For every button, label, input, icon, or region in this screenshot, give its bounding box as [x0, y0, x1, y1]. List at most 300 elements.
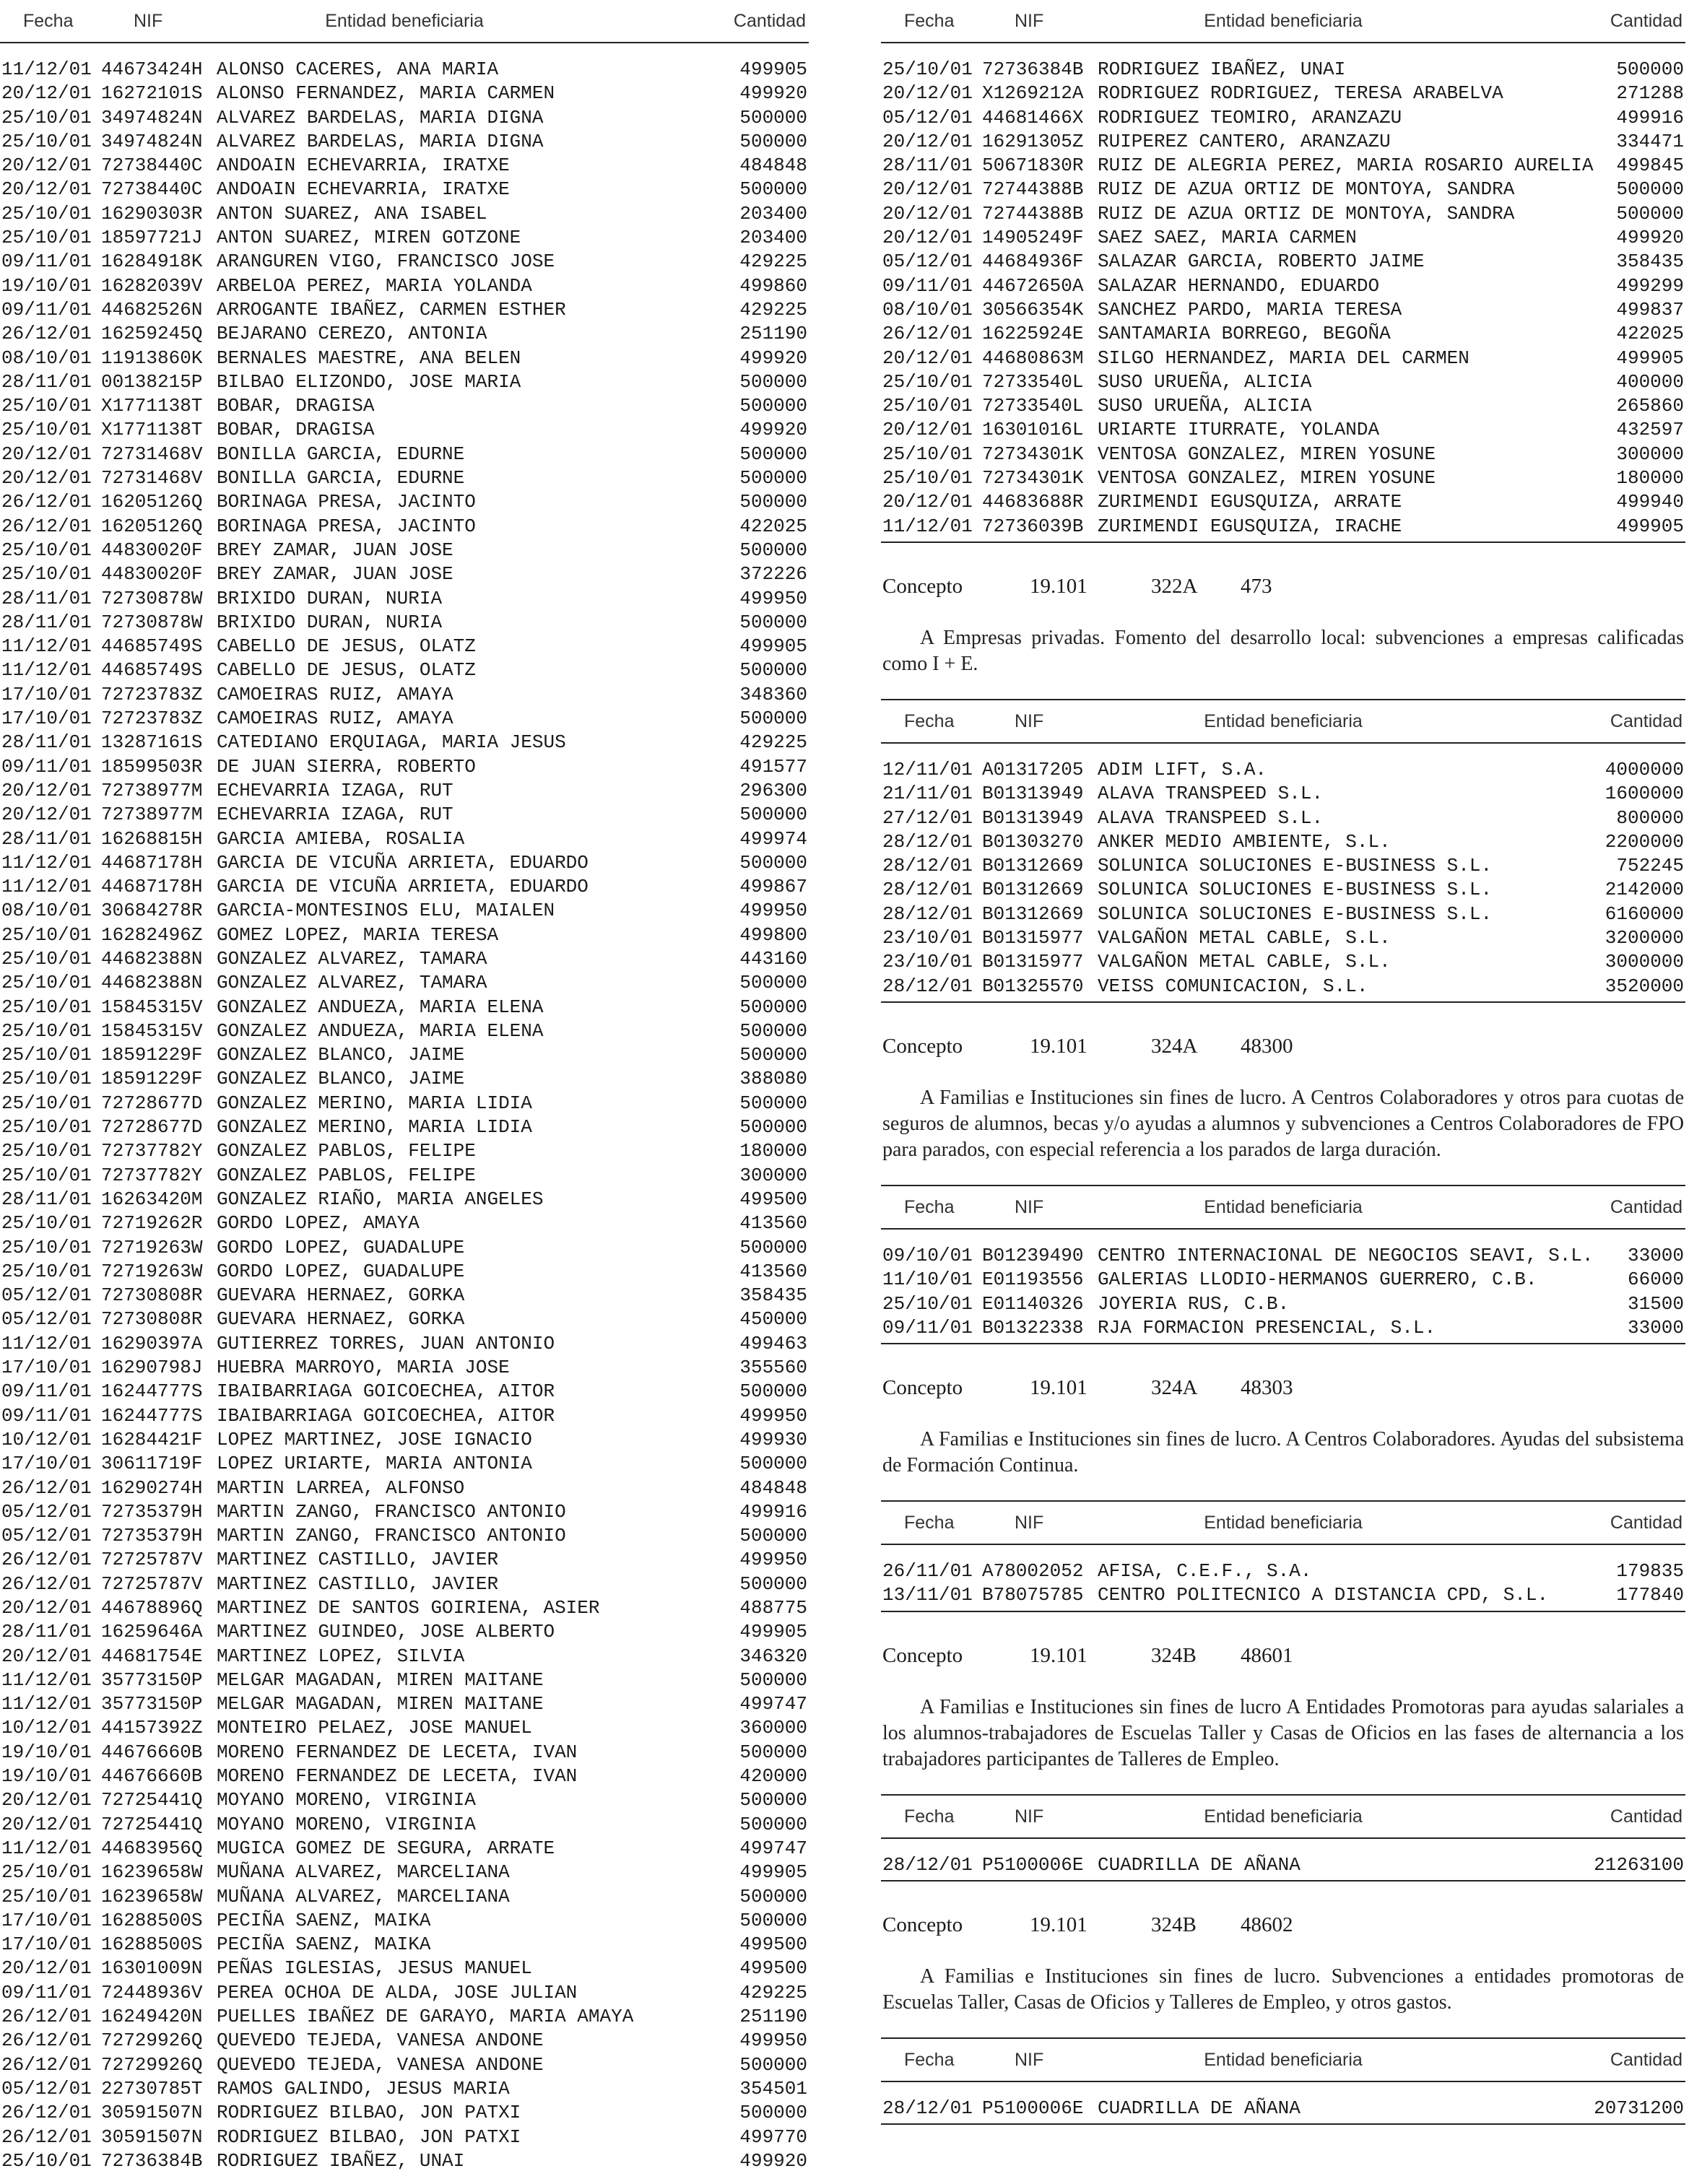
row-nif: 16239658W [101, 1861, 203, 1884]
row-nif: 44680863M [982, 347, 1084, 369]
row-cantidad: 500000 [739, 659, 807, 682]
row-entidad: VENTOSA GONZALEZ, MIREN YOSUNE [1098, 467, 1436, 490]
row-entidad: ZURIMENDI EGUSQUIZA, ARRATE [1098, 491, 1402, 513]
row-nif: 44678896Q [101, 1597, 203, 1619]
row-fecha: 05/12/01 [1, 1525, 92, 1547]
row-cantidad: 499916 [739, 1500, 807, 1523]
row-cantidad: 21263100 [1594, 1853, 1684, 1876]
header-cantidad: Cantidad [1610, 2049, 1683, 2070]
header-nif: NIF [1015, 1196, 1044, 1217]
row-nif: 72719263W [101, 1236, 203, 1258]
table-row [0, 996, 809, 1019]
row-entidad: CUADRILLA DE AÑANA [1098, 2097, 1301, 2119]
concepto-program: 324A [1151, 1376, 1198, 1400]
concepto-line [881, 1644, 1685, 1670]
row-nif: 18591229F [101, 1068, 203, 1090]
table-row [0, 1813, 809, 1837]
row-entidad: SAEZ SAEZ, MARIA CARMEN [1098, 227, 1357, 249]
row-fecha: 11/12/01 [1, 635, 92, 658]
row-nif: B01312669 [982, 855, 1084, 877]
row-entidad: CAMOEIRAS RUIZ, AMAYA [217, 683, 453, 705]
row-fecha: 25/10/01 [1, 1092, 92, 1114]
row-entidad: SOLUNICA SOLUCIONES E-BUSINESS S.L. [1098, 855, 1493, 877]
row-nif: 16259245Q [101, 323, 203, 345]
row-nif: 16290798J [101, 1357, 203, 1379]
row-cantidad: 450000 [739, 1308, 807, 1331]
row-entidad: SUSO URUEÑA, ALICIA [1098, 370, 1312, 393]
table-row [881, 1268, 1685, 1292]
row-cantidad: 180000 [1616, 467, 1684, 490]
row-entidad: GARCIA-MONTESINOS ELU, MAIALEN [217, 900, 555, 922]
row-entidad: ALAVA TRANSPEED S.L. [1098, 806, 1324, 829]
row-entidad: PEÑAS IGLESIAS, JESUS MANUEL [217, 1957, 532, 1980]
row-cantidad: 500000 [739, 1380, 807, 1403]
row-cantidad: 499905 [739, 635, 807, 658]
row-nif: 35773150P [101, 1669, 203, 1691]
row-nif: 44681754E [101, 1645, 203, 1667]
table-row [881, 1316, 1685, 1340]
row-entidad: ALONSO FERNANDEZ, MARIA CARMEN [217, 82, 555, 105]
row-nif: 72729926Q [101, 2029, 203, 2052]
row-entidad: MARTIN LARREA, ALFONSO [217, 1476, 465, 1499]
table-row [881, 975, 1685, 999]
row-entidad: GONZALEZ MERINO, MARIA LIDIA [217, 1116, 532, 1139]
row-entidad: RODRIGUEZ BILBAO, JON PATXI [217, 2126, 521, 2148]
row-fecha: 26/12/01 [1, 2029, 92, 2052]
table-row [881, 322, 1685, 346]
header-cantidad: Cantidad [1610, 710, 1683, 731]
row-nif: X1771138T [101, 419, 203, 441]
row-cantidad: 499974 [739, 827, 807, 850]
row-nif: 44673424H [101, 58, 203, 80]
row-nif: 72723783Z [101, 683, 203, 705]
table-row [0, 1788, 809, 1812]
table-row [0, 466, 809, 490]
row-entidad: QUEVEDO TEJEDA, VANESA ANDONE [217, 2029, 544, 2052]
row-cantidad: 499920 [1616, 227, 1684, 249]
table-row [0, 394, 809, 418]
table-row [881, 130, 1685, 154]
row-nif: 44683956Q [101, 1837, 203, 1859]
row-cantidad: 251190 [739, 2006, 807, 2028]
concepto-description: A Familias e Instituciones sin fines de lucro. A Centros Colaboradores. Ayudas del subsistema de Formación Continua. [882, 1428, 1684, 1477]
row-fecha: 08/10/01 [882, 298, 973, 321]
row-entidad: CATEDIANO ERQUIAGA, MARIA JESUS [217, 731, 566, 754]
row-nif: 16282039V [101, 274, 203, 297]
row-fecha: 25/10/01 [1, 419, 92, 441]
table-row [0, 947, 809, 971]
table-header [881, 1500, 1685, 1545]
header-fecha: Fecha [904, 11, 955, 31]
header-nif: NIF [134, 11, 163, 31]
row-fecha: 20/12/01 [882, 202, 973, 225]
row-entidad: GORDO LOPEZ, GUADALUPE [217, 1260, 465, 1282]
row-entidad: PUELLES IBAÑEZ DE GARAYO, MARIA AMAYA [217, 2006, 634, 2028]
row-cantidad: 499920 [739, 2149, 807, 2172]
row-cantidad: 500000 [739, 539, 807, 561]
row-fecha: 17/10/01 [1, 1909, 92, 1931]
row-fecha: 27/12/01 [882, 806, 973, 829]
table-row [881, 466, 1685, 490]
table-row [0, 1452, 809, 1476]
row-nif: 72729926Q [101, 2053, 203, 2076]
table-row [881, 274, 1685, 298]
row-entidad: MOYANO MORENO, VIRGINIA [217, 1789, 476, 1811]
row-entidad: ALAVA TRANSPEED S.L. [1098, 783, 1324, 805]
row-entidad: GUEVARA HERNAEZ, GORKA [217, 1284, 465, 1307]
table-row [0, 1957, 809, 1980]
table-row [0, 1837, 809, 1861]
row-fecha: 28/12/01 [882, 1853, 973, 1876]
row-cantidad: 500000 [739, 611, 807, 633]
row-nif: 16290303R [101, 202, 203, 225]
row-fecha: 17/10/01 [1, 1453, 92, 1475]
table-row [0, 154, 809, 178]
row-fecha: 25/10/01 [1, 1212, 92, 1235]
row-cantidad: 500000 [739, 106, 807, 129]
row-entidad: SANCHEZ PARDO, MARIA TERESA [1098, 298, 1402, 321]
row-entidad: BRIXIDO DURAN, NURIA [217, 587, 443, 609]
row-cantidad: 499800 [739, 923, 807, 946]
table-row [0, 635, 809, 658]
row-cantidad: 413560 [739, 1212, 807, 1235]
row-entidad: BRIXIDO DURAN, NURIA [217, 611, 443, 633]
row-nif: 16263420M [101, 1188, 203, 1210]
row-fecha: 25/10/01 [1, 1140, 92, 1162]
row-fecha: 25/10/01 [1, 2149, 92, 2172]
table-row [881, 58, 1685, 82]
row-nif: E01193556 [982, 1269, 1084, 1291]
row-fecha: 25/10/01 [1, 1044, 92, 1066]
row-nif: 44830020F [101, 539, 203, 561]
row-entidad: BORINAGA PRESA, JACINTO [217, 515, 476, 537]
row-entidad: VEISS COMUNICACION, S.L. [1098, 975, 1368, 997]
row-entidad: BOBAR, DRAGISA [217, 419, 375, 441]
table-row [0, 1885, 809, 1909]
row-nif: 16268815H [101, 827, 203, 850]
row-fecha: 20/12/01 [882, 227, 973, 249]
table-row [881, 854, 1685, 878]
concepto-description: A Empresas privadas. Fomento del desarrollo local: subvenciones a empresas calificadas como I + E. [882, 626, 1684, 675]
row-cantidad: 499867 [739, 876, 807, 898]
row-cantidad: 203400 [739, 227, 807, 249]
row-cantidad: 499940 [1616, 491, 1684, 513]
row-fecha: 20/12/01 [882, 347, 973, 369]
table-row [881, 106, 1685, 130]
row-cantidad: 1600000 [1605, 783, 1684, 805]
row-cantidad: 499837 [1616, 298, 1684, 321]
row-cantidad: 372226 [739, 563, 807, 586]
row-cantidad: 500000 [739, 467, 807, 490]
row-nif: 72736384B [101, 2149, 203, 2172]
row-nif: 30566354K [982, 298, 1084, 321]
table-row [0, 1139, 809, 1163]
row-entidad: LOPEZ URIARTE, MARIA ANTONIA [217, 1453, 532, 1475]
table-row [881, 298, 1685, 322]
row-cantidad: 300000 [739, 1164, 807, 1186]
row-fecha: 25/10/01 [1, 1260, 92, 1282]
row-nif: P5100006E [982, 2097, 1084, 2119]
row-fecha: 11/10/01 [882, 1269, 973, 1291]
header-nif: NIF [1015, 1806, 1044, 1827]
row-fecha: 25/10/01 [1, 202, 92, 225]
row-cantidad: 800000 [1616, 806, 1684, 829]
row-nif: 35773150P [101, 1693, 203, 1715]
table-row [881, 1292, 1685, 1316]
row-fecha: 23/10/01 [882, 927, 973, 949]
row-nif: 44683688R [982, 491, 1084, 513]
section-table-body [881, 744, 1685, 1003]
table-row [881, 806, 1685, 830]
row-entidad: CABELLO DE JESUS, OLATZ [217, 659, 476, 682]
table-row [0, 1596, 809, 1620]
row-entidad: VALGAÑON METAL CABLE, S.L. [1098, 951, 1391, 973]
table-row [0, 1669, 809, 1692]
row-cantidad: 500000 [739, 1525, 807, 1547]
row-nif: 72733540L [982, 370, 1084, 393]
row-fecha: 11/12/01 [1, 1332, 92, 1354]
row-nif: 72730808R [101, 1284, 203, 1307]
row-fecha: 25/10/01 [882, 467, 973, 490]
row-cantidad: 484848 [739, 155, 807, 177]
header-nif: NIF [1015, 11, 1044, 31]
row-cantidad: 500000 [739, 1909, 807, 1931]
row-cantidad: 429225 [739, 731, 807, 754]
row-entidad: GONZALEZ PABLOS, FELIPE [217, 1140, 476, 1162]
row-cantidad: 499747 [739, 1693, 807, 1715]
header-entidad: Entidad beneficiaria [325, 11, 484, 31]
section-table-body [881, 2082, 1685, 2125]
row-fecha: 10/12/01 [1, 1717, 92, 1739]
row-fecha: 26/12/01 [1, 2006, 92, 2028]
table-row [881, 1853, 1685, 1877]
row-fecha: 13/11/01 [882, 1584, 973, 1606]
row-fecha: 09/10/01 [882, 1244, 973, 1266]
row-fecha: 25/10/01 [1, 130, 92, 152]
row-nif: 72735379H [101, 1525, 203, 1547]
table-row [0, 971, 809, 995]
concepto-code: 19.101 [1030, 1034, 1087, 1058]
row-fecha: 20/12/01 [1, 779, 92, 801]
section-table-body [881, 1839, 1685, 1881]
row-nif: 72725787V [101, 1572, 203, 1595]
row-cantidad: 300000 [1616, 443, 1684, 465]
table-row [0, 1645, 809, 1669]
row-fecha: 19/10/01 [1, 1765, 92, 1788]
row-entidad: CENTRO INTERNACIONAL DE NEGOCIOS SEAVI, S.L. [1098, 1244, 1594, 1266]
row-cantidad: 499950 [739, 1404, 807, 1427]
row-cantidad: 388080 [739, 1068, 807, 1090]
table-row [881, 782, 1685, 806]
row-fecha: 17/10/01 [1, 683, 92, 705]
row-entidad: LOPEZ MARTINEZ, JOSE IGNACIO [217, 1428, 532, 1450]
row-fecha: 20/12/01 [882, 178, 973, 201]
row-nif: 16301016L [982, 419, 1084, 441]
row-entidad: GALERIAS LLODIO-HERMANOS GUERRERO, C.B. [1098, 1269, 1537, 1291]
row-entidad: MUÑANA ALVAREZ, MARCELIANA [217, 1861, 510, 1884]
table-row [0, 370, 809, 394]
table-row [0, 1692, 809, 1716]
table-row [0, 490, 809, 514]
row-nif: 72728677D [101, 1092, 203, 1114]
section-table-body [881, 1230, 1685, 1344]
row-entidad: CABELLO DE JESUS, OLATZ [217, 635, 476, 658]
row-entidad: ZURIMENDI EGUSQUIZA, IRACHE [1098, 515, 1402, 537]
header-entidad: Entidad beneficiaria [1204, 1196, 1363, 1217]
right-table-body [881, 43, 1685, 543]
row-cantidad: 500000 [739, 1116, 807, 1139]
row-cantidad: 500000 [739, 130, 807, 152]
table-row [0, 2005, 809, 2029]
concepto-label: Concepto [882, 1034, 963, 1058]
row-cantidad: 491577 [739, 755, 807, 778]
table-row [0, 1765, 809, 1788]
row-nif: 44681466X [982, 106, 1084, 129]
concepto-article: 48303 [1241, 1376, 1293, 1400]
table-row [0, 899, 809, 923]
row-entidad: GONZALEZ ALVAREZ, TAMARA [217, 947, 487, 970]
row-cantidad: 500000 [739, 1453, 807, 1475]
row-fecha: 25/10/01 [1, 1068, 92, 1090]
row-entidad: IBAIBARRIAGA GOICOECHEA, AITOR [217, 1404, 555, 1427]
row-fecha: 28/11/01 [1, 611, 92, 633]
header-entidad: Entidad beneficiaria [1204, 710, 1363, 731]
row-nif: 72734301K [982, 443, 1084, 465]
concepto-article: 48602 [1241, 1913, 1293, 1936]
concepto-description: A Familias e Instituciones sin fines de lucro A Entidades Promotoras para ayudas salariales a los alumnos-trabajadores de Escuelas Taller y Casas de Oficios en las fases de alternancia a los trabajadores participantes de Talleres de Empleo. [882, 1695, 1684, 1770]
row-nif: 11913860K [101, 347, 203, 369]
row-nif: 34974824N [101, 130, 203, 152]
row-nif: 72719263W [101, 1260, 203, 1282]
row-entidad: ARROGANTE IBAÑEZ, CARMEN ESTHER [217, 298, 566, 321]
row-cantidad: 500000 [739, 395, 807, 417]
row-fecha: 05/12/01 [1, 1500, 92, 1523]
row-entidad: BONILLA GARCIA, EDURNE [217, 467, 465, 490]
concepto-code: 19.101 [1030, 1643, 1087, 1667]
row-fecha: 20/12/01 [1, 155, 92, 177]
table-row [0, 58, 809, 82]
row-nif: B01315977 [982, 927, 1084, 949]
row-cantidad: 4000000 [1605, 758, 1684, 780]
row-cantidad: 499500 [739, 1933, 807, 1956]
table-row [0, 202, 809, 226]
row-entidad: GONZALEZ ANDUEZA, MARIA ELENA [217, 1019, 544, 1042]
header-nif: NIF [1015, 710, 1044, 731]
row-entidad: MOYANO MORENO, VIRGINIA [217, 1813, 476, 1835]
concepto-code: 19.101 [1030, 1913, 1087, 1936]
table-row [0, 2126, 809, 2149]
table-row [881, 490, 1685, 514]
row-nif: 16259646A [101, 1621, 203, 1643]
table-row [0, 1067, 809, 1091]
row-nif: B01313949 [982, 783, 1084, 805]
row-nif: 15845315V [101, 996, 203, 1018]
table-row [0, 82, 809, 105]
row-cantidad: 31500 [1627, 1292, 1684, 1315]
table-row [881, 347, 1685, 370]
row-cantidad: 499920 [739, 419, 807, 441]
row-nif: 72736039B [982, 515, 1084, 537]
concepto-line [881, 575, 1685, 601]
row-cantidad: 752245 [1616, 855, 1684, 877]
row-nif: 30684278R [101, 900, 203, 922]
row-entidad: BREY ZAMAR, JUAN JOSE [217, 539, 453, 561]
row-entidad: ARBELOA PEREZ, MARIA YOLANDA [217, 274, 532, 297]
row-cantidad: 499500 [739, 1957, 807, 1980]
row-fecha: 28/12/01 [882, 2097, 973, 2119]
row-entidad: BOBAR, DRAGISA [217, 395, 375, 417]
table-row [0, 707, 809, 731]
table-row [0, 562, 809, 586]
table-row [0, 106, 809, 130]
row-nif: 72744388B [982, 178, 1084, 201]
header-nif: NIF [1015, 2049, 1044, 2070]
row-nif: A78002052 [982, 1560, 1084, 1583]
table-row [0, 2077, 809, 2101]
header-cantidad: Cantidad [1610, 1196, 1683, 1217]
row-entidad: GARCIA AMIEBA, ROSALIA [217, 827, 465, 850]
row-entidad: MUÑANA ALVAREZ, MARCELIANA [217, 1885, 510, 1907]
row-cantidad: 432597 [1616, 419, 1684, 441]
row-cantidad: 500000 [739, 972, 807, 994]
table-row [0, 1380, 809, 1404]
row-entidad: MARTIN ZANGO, FRANCISCO ANTONIO [217, 1500, 566, 1523]
row-fecha: 25/10/01 [1, 972, 92, 994]
table-row [0, 1164, 809, 1188]
row-fecha: 28/12/01 [882, 855, 973, 877]
row-entidad: CAMOEIRAS RUIZ, AMAYA [217, 708, 453, 730]
row-cantidad: 354501 [739, 2077, 807, 2100]
row-fecha: 25/10/01 [1, 227, 92, 249]
row-cantidad: 500000 [739, 1789, 807, 1811]
row-nif: 72738440C [101, 178, 203, 201]
row-cantidad: 500000 [739, 370, 807, 393]
row-fecha: 20/12/01 [1, 804, 92, 826]
row-fecha: 05/12/01 [882, 251, 973, 273]
row-cantidad: 499930 [739, 1428, 807, 1450]
row-entidad: MARTINEZ CASTILLO, JAVIER [217, 1572, 499, 1595]
row-nif: 22730785T [101, 2077, 203, 2100]
row-cantidad: 400000 [1616, 370, 1684, 393]
row-fecha: 05/12/01 [1, 1284, 92, 1307]
row-fecha: 20/12/01 [1, 1789, 92, 1811]
table-row [881, 202, 1685, 226]
table-row [881, 902, 1685, 926]
row-fecha: 20/12/01 [1, 82, 92, 105]
table-row [0, 1236, 809, 1260]
row-fecha: 25/10/01 [882, 1292, 973, 1315]
row-fecha: 28/11/01 [1, 587, 92, 609]
concepto-article: 473 [1241, 574, 1272, 598]
row-entidad: GARCIA DE VICUÑA ARRIETA, EDUARDO [217, 851, 589, 874]
table-row [0, 587, 809, 611]
row-fecha: 09/11/01 [1, 251, 92, 273]
row-entidad: RUIZ DE AZUA ORTIZ DE MONTOYA, SANDRA [1098, 178, 1515, 201]
row-nif: 16282496Z [101, 923, 203, 946]
row-entidad: ANKER MEDIO AMBIENTE, S.L. [1098, 830, 1391, 853]
row-entidad: URIARTE ITURRATE, YOLANDA [1098, 419, 1380, 441]
row-fecha: 21/11/01 [882, 783, 973, 805]
table-row [881, 418, 1685, 442]
table-row [881, 370, 1685, 394]
row-cantidad: 3000000 [1605, 951, 1684, 973]
row-fecha: 26/12/01 [1, 2126, 92, 2148]
header-cantidad: Cantidad [1610, 1513, 1683, 1533]
row-entidad: DE JUAN SIERRA, ROBERTO [217, 755, 476, 778]
row-nif: 16272101S [101, 82, 203, 105]
table-row [0, 418, 809, 442]
row-cantidad: 413560 [739, 1260, 807, 1282]
